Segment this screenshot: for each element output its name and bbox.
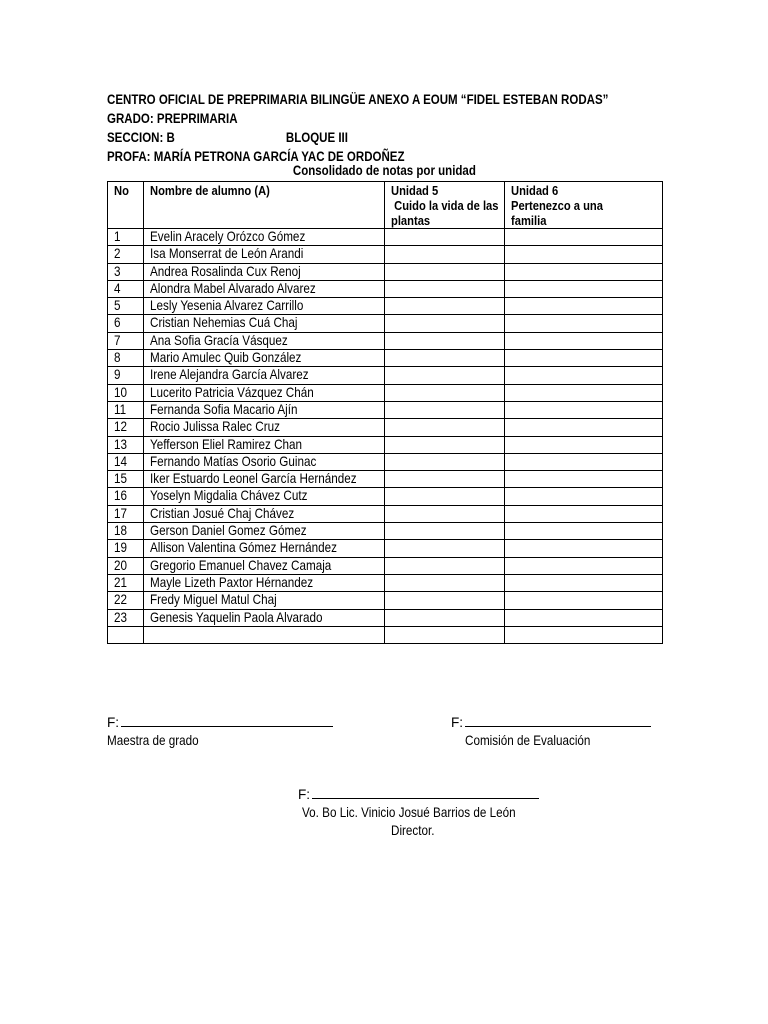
unit5-grade-cell xyxy=(385,471,505,488)
table-row xyxy=(108,263,663,280)
row-number: 5 xyxy=(108,298,144,315)
document-header xyxy=(107,90,609,166)
table-row xyxy=(108,505,663,522)
student-name: Isa Monserrat de León Arandi xyxy=(144,246,385,263)
unit5-grade-cell xyxy=(385,592,505,609)
unit6-grade-cell xyxy=(505,592,663,609)
unit6-grade-cell xyxy=(505,488,663,505)
table-row xyxy=(108,436,663,453)
row-number xyxy=(108,626,144,643)
student-name: Iker Estuardo Leonel García Hernández xyxy=(144,471,385,488)
student-name: Alondra Mabel Alvarado Alvarez xyxy=(144,280,385,297)
unit5-grade-cell xyxy=(385,384,505,401)
student-name: Fernando Matías Osorio Guinac xyxy=(144,453,385,470)
unit6-grade-cell xyxy=(505,523,663,540)
unit6-grade-cell xyxy=(505,229,663,246)
row-number: 8 xyxy=(108,350,144,367)
director-name: Vo. Bo Lic. Vinicio Josué Barrios de León xyxy=(302,805,516,820)
unit5-grade-cell xyxy=(385,246,505,263)
committee-signature-line xyxy=(465,714,651,727)
student-name: Cristian Nehemias Cuá Chaj xyxy=(144,315,385,332)
table-row xyxy=(108,298,663,315)
unit6-grade-cell xyxy=(505,367,663,384)
student-name: Cristian Josué Chaj Chávez xyxy=(144,505,385,522)
unit6-grade-cell xyxy=(505,298,663,315)
unit5-grade-cell xyxy=(385,505,505,522)
table-row xyxy=(108,350,663,367)
student-name xyxy=(144,626,385,643)
table-body xyxy=(108,229,663,644)
table-row xyxy=(108,246,663,263)
student-name: Ana Sofia Gracía Vásquez xyxy=(144,332,385,349)
unit5-grade-cell xyxy=(385,401,505,418)
unit6-grade-cell xyxy=(505,453,663,470)
unit6-grade-cell xyxy=(505,574,663,591)
row-number: 1 xyxy=(108,229,144,246)
committee-role-label: Comisión de Evaluación xyxy=(465,733,591,748)
unit5-grade-cell xyxy=(385,488,505,505)
block-label: BLOQUE III xyxy=(285,130,348,145)
student-name: Genesis Yaquelin Paola Alvarado xyxy=(144,609,385,626)
row-number: 6 xyxy=(108,315,144,332)
committee-signature-prefix: F: xyxy=(451,715,464,730)
row-number: 18 xyxy=(108,523,144,540)
table-row xyxy=(108,471,663,488)
table-row xyxy=(108,384,663,401)
unit6-grade-cell xyxy=(505,263,663,280)
unit6-title: Unidad 6 xyxy=(511,183,559,198)
student-name: Fernanda Sofia Macario Ajín xyxy=(144,401,385,418)
table-row xyxy=(108,540,663,557)
student-name: Irene Alejandra García Alvarez xyxy=(144,367,385,384)
student-name: Gregorio Emanuel Chavez Camaja xyxy=(144,557,385,574)
section-block-line xyxy=(107,128,589,147)
unit5-grade-cell xyxy=(385,263,505,280)
row-number: 15 xyxy=(108,471,144,488)
table-caption: Consolidado de notas por unidad xyxy=(292,163,476,178)
unit5-grade-cell xyxy=(385,523,505,540)
row-number: 7 xyxy=(108,332,144,349)
row-number: 4 xyxy=(108,280,144,297)
teacher-signature xyxy=(107,714,333,732)
column-header-no: No xyxy=(108,182,144,229)
teacher-label: PROFA: MARÍA PETRONA GARCÍA YAC DE ORDOÑEZ xyxy=(107,149,405,164)
unit5-grade-cell xyxy=(385,315,505,332)
unit6-grade-cell xyxy=(505,332,663,349)
table-row xyxy=(108,453,663,470)
row-number: 9 xyxy=(108,367,144,384)
column-header-unit6 xyxy=(505,182,663,229)
table-row xyxy=(108,401,663,418)
row-number: 17 xyxy=(108,505,144,522)
grades-table xyxy=(107,181,663,644)
table-row xyxy=(108,609,663,626)
unit6-grade-cell xyxy=(505,609,663,626)
unit6-grade-cell xyxy=(505,384,663,401)
column-header-name: Nombre de alumno (A) xyxy=(144,182,385,229)
unit5-grade-cell xyxy=(385,350,505,367)
table-row xyxy=(108,419,663,436)
student-name: Andrea Rosalinda Cux Renoj xyxy=(144,263,385,280)
unit6-grade-cell xyxy=(505,246,663,263)
table-row xyxy=(108,229,663,246)
row-number: 21 xyxy=(108,574,144,591)
unit6-grade-cell xyxy=(505,471,663,488)
student-name: Lesly Yesenia Alvarez Carrillo xyxy=(144,298,385,315)
unit6-grade-cell xyxy=(505,419,663,436)
table-row xyxy=(108,523,663,540)
table-header-row xyxy=(108,182,663,229)
unit5-grade-cell xyxy=(385,626,505,643)
table-row xyxy=(108,488,663,505)
unit6-grade-cell xyxy=(505,315,663,332)
student-name: Mario Amulec Quib González xyxy=(144,350,385,367)
unit6-grade-cell xyxy=(505,280,663,297)
student-name: Fredy Miguel Matul Chaj xyxy=(144,592,385,609)
unit6-grade-cell xyxy=(505,626,663,643)
teacher-signature-prefix: F: xyxy=(107,715,120,730)
student-name: Yefferson Eliel Ramirez Chan xyxy=(144,436,385,453)
table-row xyxy=(108,592,663,609)
school-name: CENTRO OFICIAL DE PREPRIMARIA BILINGÜE ANEXO A EOUM “FIDEL ESTEBAN RODAS” xyxy=(107,92,609,107)
table-row xyxy=(108,626,663,643)
unit5-grade-cell xyxy=(385,298,505,315)
unit5-grade-cell xyxy=(385,540,505,557)
table-row xyxy=(108,315,663,332)
student-name: Evelin Aracely Orózco Gómez xyxy=(144,229,385,246)
row-number: 14 xyxy=(108,453,144,470)
row-number: 3 xyxy=(108,263,144,280)
unit6-grade-cell xyxy=(505,350,663,367)
unit5-subtitle: Cuido la vida de las plantas xyxy=(391,198,502,228)
row-number: 23 xyxy=(108,609,144,626)
table-row xyxy=(108,574,663,591)
unit5-grade-cell xyxy=(385,436,505,453)
row-number: 11 xyxy=(108,401,144,418)
row-number: 10 xyxy=(108,384,144,401)
student-name: Lucerito Patricia Vázquez Chán xyxy=(144,384,385,401)
row-number: 20 xyxy=(108,557,144,574)
director-signature-line xyxy=(312,786,539,799)
unit6-grade-cell xyxy=(505,401,663,418)
teacher-signature-line xyxy=(121,714,333,727)
unit5-grade-cell xyxy=(385,557,505,574)
grade-label: GRADO: PREPRIMARIA xyxy=(107,111,238,126)
unit5-grade-cell xyxy=(385,453,505,470)
unit6-subtitle: Pertenezco a una familia xyxy=(511,198,603,228)
unit5-grade-cell xyxy=(385,280,505,297)
table-row xyxy=(108,280,663,297)
director-role: Director. xyxy=(391,823,435,838)
unit5-grade-cell xyxy=(385,332,505,349)
student-name: Gerson Daniel Gomez Gómez xyxy=(144,523,385,540)
row-number: 22 xyxy=(108,592,144,609)
table-row xyxy=(108,557,663,574)
column-header-unit5 xyxy=(385,182,505,229)
table-row xyxy=(108,367,663,384)
student-name: Yoselyn Migdalia Chávez Cutz xyxy=(144,488,385,505)
row-number: 16 xyxy=(108,488,144,505)
row-number: 13 xyxy=(108,436,144,453)
committee-signature xyxy=(451,714,651,732)
unit6-grade-cell xyxy=(505,505,663,522)
unit5-grade-cell xyxy=(385,609,505,626)
unit5-title: Unidad 5 xyxy=(391,183,439,198)
row-number: 12 xyxy=(108,419,144,436)
unit6-grade-cell xyxy=(505,557,663,574)
unit6-grade-cell xyxy=(505,540,663,557)
unit5-grade-cell xyxy=(385,229,505,246)
unit6-grade-cell xyxy=(505,436,663,453)
student-name: Rocio Julissa Ralec Cruz xyxy=(144,419,385,436)
row-number: 19 xyxy=(108,540,144,557)
row-number: 2 xyxy=(108,246,144,263)
student-name: Mayle Lizeth Paxtor Hérnandez xyxy=(144,574,385,591)
student-name: Allison Valentina Gómez Hernández xyxy=(144,540,385,557)
unit5-grade-cell xyxy=(385,367,505,384)
unit5-grade-cell xyxy=(385,419,505,436)
section-label: SECCION: B xyxy=(107,130,175,145)
director-signature xyxy=(298,786,539,804)
unit5-grade-cell xyxy=(385,574,505,591)
director-signature-prefix: F: xyxy=(298,787,311,802)
table-row xyxy=(108,332,663,349)
teacher-role-label: Maestra de grado xyxy=(107,733,199,748)
